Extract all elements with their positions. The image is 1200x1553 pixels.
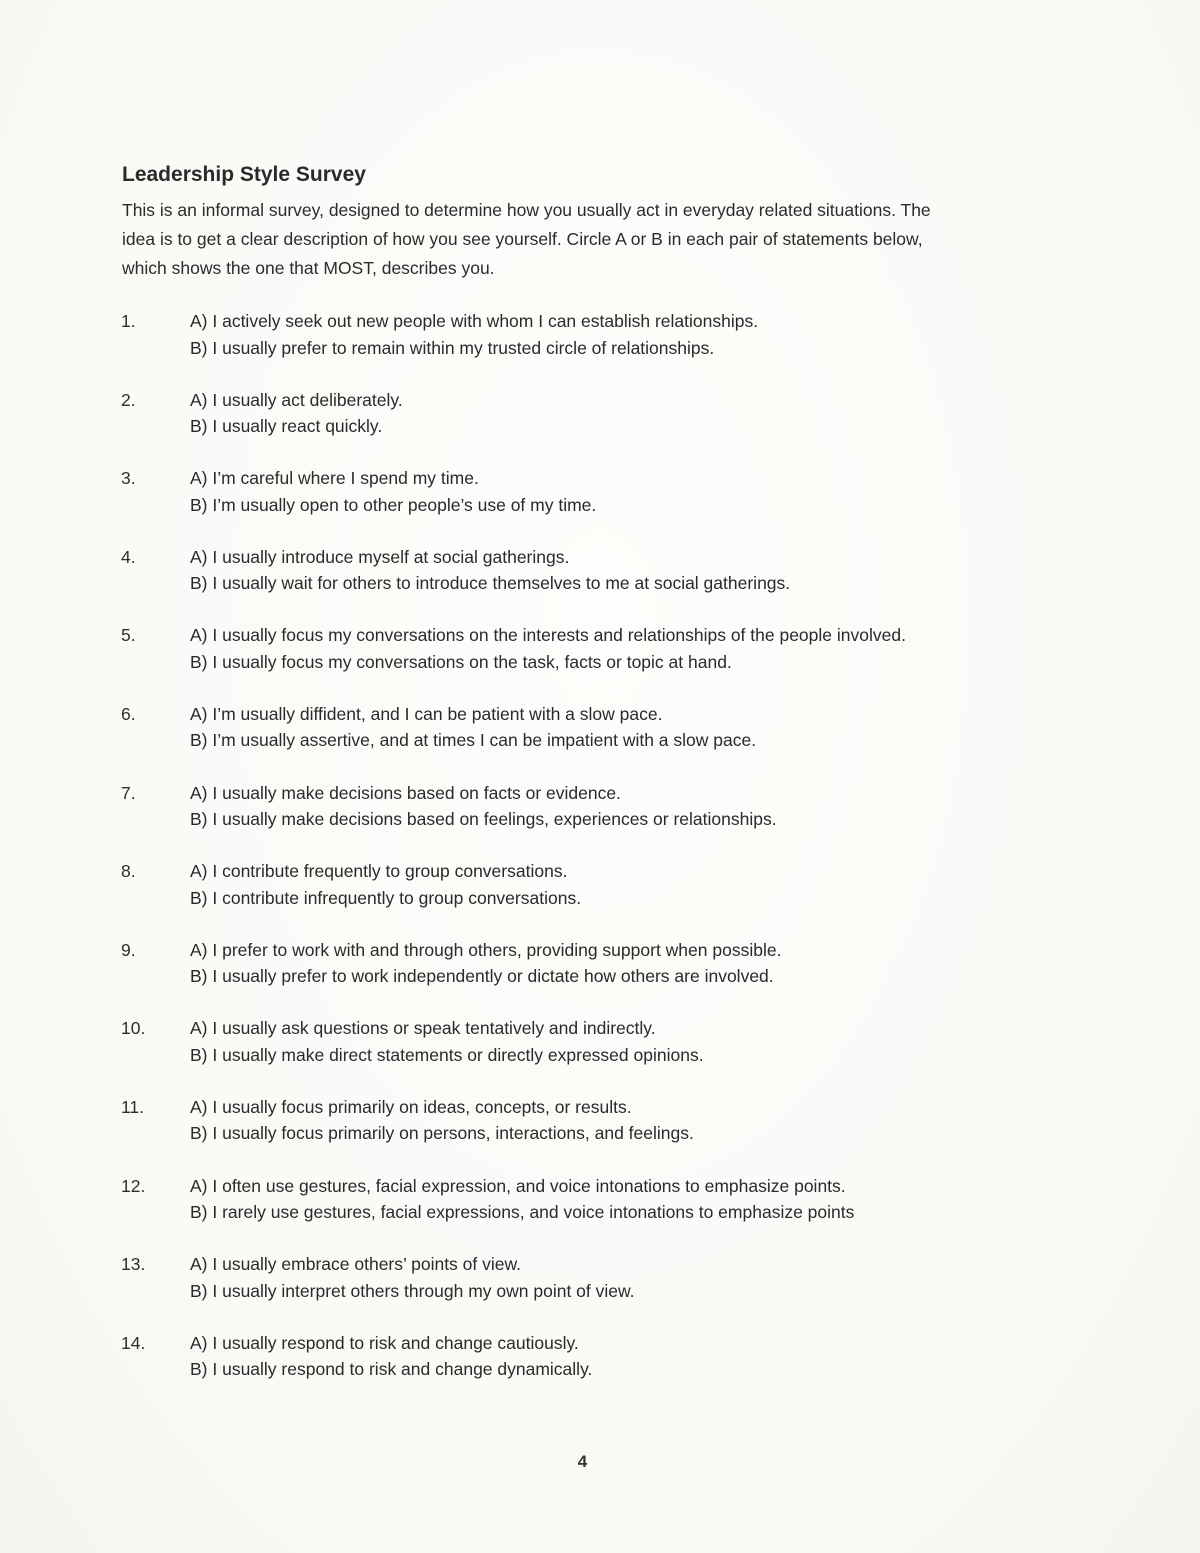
- question-number: 7.: [121, 782, 136, 803]
- question-options: [190, 1094, 694, 1147]
- option-a[interactable]: A) I’m careful where I spend my time.: [190, 468, 479, 489]
- question-number: 8.: [121, 861, 136, 882]
- option-b[interactable]: B) I contribute infrequently to group conversations.: [190, 887, 582, 908]
- question-options: [190, 858, 581, 911]
- survey-question: [0, 544, 1200, 623]
- question-options: [190, 937, 781, 990]
- option-a[interactable]: A) I usually act deliberately.: [190, 389, 403, 410]
- question-number: 9.: [121, 939, 136, 960]
- question-options: [190, 465, 596, 518]
- survey-question: [0, 1094, 1200, 1173]
- option-a[interactable]: A) I usually ask questions or speak tentatively and indirectly.: [190, 1018, 656, 1039]
- survey-question: [0, 465, 1200, 544]
- option-a[interactable]: A) I usually focus primarily on ideas, concepts, or results.: [190, 1096, 632, 1117]
- question-number: 11.: [121, 1096, 145, 1117]
- question-options: [190, 1015, 704, 1068]
- question-options: [190, 1173, 854, 1226]
- option-a[interactable]: A) I usually introduce myself at social gatherings.: [190, 546, 570, 567]
- option-b[interactable]: B) I usually focus my conversations on the task, facts or topic at hand.: [190, 651, 732, 672]
- question-number: 6.: [121, 703, 136, 724]
- question-number: 3.: [121, 468, 136, 489]
- option-a[interactable]: A) I usually respond to risk and change cautiously.: [190, 1332, 579, 1353]
- question-number: 12.: [121, 1175, 146, 1196]
- question-options: [190, 1251, 635, 1304]
- survey-question: [0, 622, 1200, 701]
- question-number: 13.: [121, 1254, 146, 1275]
- option-a[interactable]: A) I actively seek out new people with whom I can establish relationships.: [190, 311, 759, 331]
- question-options: [190, 387, 403, 440]
- option-a[interactable]: A) I usually make decisions based on facts or evidence.: [190, 782, 621, 803]
- option-b[interactable]: B) I usually interpret others through my own point of view.: [190, 1280, 635, 1301]
- survey-question: [0, 1251, 1200, 1330]
- survey-title: Leadership Style Survey: [122, 163, 366, 186]
- option-b[interactable]: B) I usually react quickly.: [190, 416, 383, 437]
- instructions-line: which shows the one that MOST, describes you.: [122, 258, 495, 278]
- question-number: 1.: [121, 311, 136, 331]
- question-number: 5.: [121, 625, 136, 646]
- question-options: [190, 1330, 592, 1383]
- survey-question-list: [0, 308, 1200, 1408]
- option-b[interactable]: B) I rarely use gestures, facial expressions, and voice intonations to emphasize points: [190, 1202, 855, 1223]
- question-options: [190, 308, 758, 361]
- survey-question: [0, 937, 1200, 1016]
- survey-question: [0, 780, 1200, 859]
- question-options: [190, 701, 756, 754]
- option-a[interactable]: A) I prefer to work with and through others, providing support when possible.: [190, 939, 782, 960]
- survey-question: [0, 308, 1200, 387]
- survey-question: [0, 1330, 1200, 1409]
- option-b[interactable]: B) I usually wait for others to introduce themselves to me at social gatherings.: [190, 573, 791, 594]
- survey-question: [0, 858, 1200, 937]
- question-options: [190, 544, 790, 597]
- option-b[interactable]: B) I usually make decisions based on feelings, experiences or relationships.: [190, 809, 777, 830]
- option-a[interactable]: A) I’m usually diffident, and I can be patient with a slow pace.: [190, 703, 663, 724]
- page-number: 4: [577, 1452, 588, 1471]
- option-a[interactable]: A) I often use gestures, facial expression, and voice intonations to emphasize points.: [190, 1175, 846, 1196]
- option-a[interactable]: A) I usually focus my conversations on the interests and relationships of the people involved.: [190, 625, 906, 646]
- question-number: 4.: [121, 546, 136, 567]
- question-options: [190, 622, 906, 675]
- option-b[interactable]: B) I usually respond to risk and change dynamically.: [190, 1359, 593, 1380]
- option-a[interactable]: A) I usually embrace others’ points of view.: [190, 1254, 522, 1275]
- option-b[interactable]: B) I’m usually assertive, and at times I can be impatient with a slow pace.: [190, 730, 757, 751]
- option-a[interactable]: A) I contribute frequently to group conversations.: [190, 861, 568, 882]
- survey-question: [0, 1173, 1200, 1252]
- survey-question: [0, 387, 1200, 466]
- option-b[interactable]: B) I’m usually open to other people’s use of my time.: [190, 494, 597, 515]
- option-b[interactable]: B) I usually prefer to work independently or dictate how others are involved.: [190, 966, 774, 987]
- survey-question: [0, 1015, 1200, 1094]
- question-number: 2.: [121, 389, 136, 410]
- option-b[interactable]: B) I usually make direct statements or directly expressed opinions.: [190, 1044, 704, 1065]
- question-number: 14.: [121, 1332, 146, 1353]
- option-b[interactable]: B) I usually prefer to remain within my trusted circle of relationships.: [190, 337, 715, 358]
- survey-question: [0, 701, 1200, 780]
- question-number: 10.: [121, 1018, 146, 1039]
- survey-instructions: [122, 196, 1062, 283]
- instructions-line: idea is to get a clear description of how you see yourself. Circle A or B in each pair of statements below,: [122, 229, 923, 249]
- instructions-line: This is an informal survey, designed to determine how you usually act in everyday related situations. The: [122, 200, 931, 220]
- option-b[interactable]: B) I usually focus primarily on persons, interactions, and feelings.: [190, 1123, 694, 1144]
- question-options: [190, 780, 777, 833]
